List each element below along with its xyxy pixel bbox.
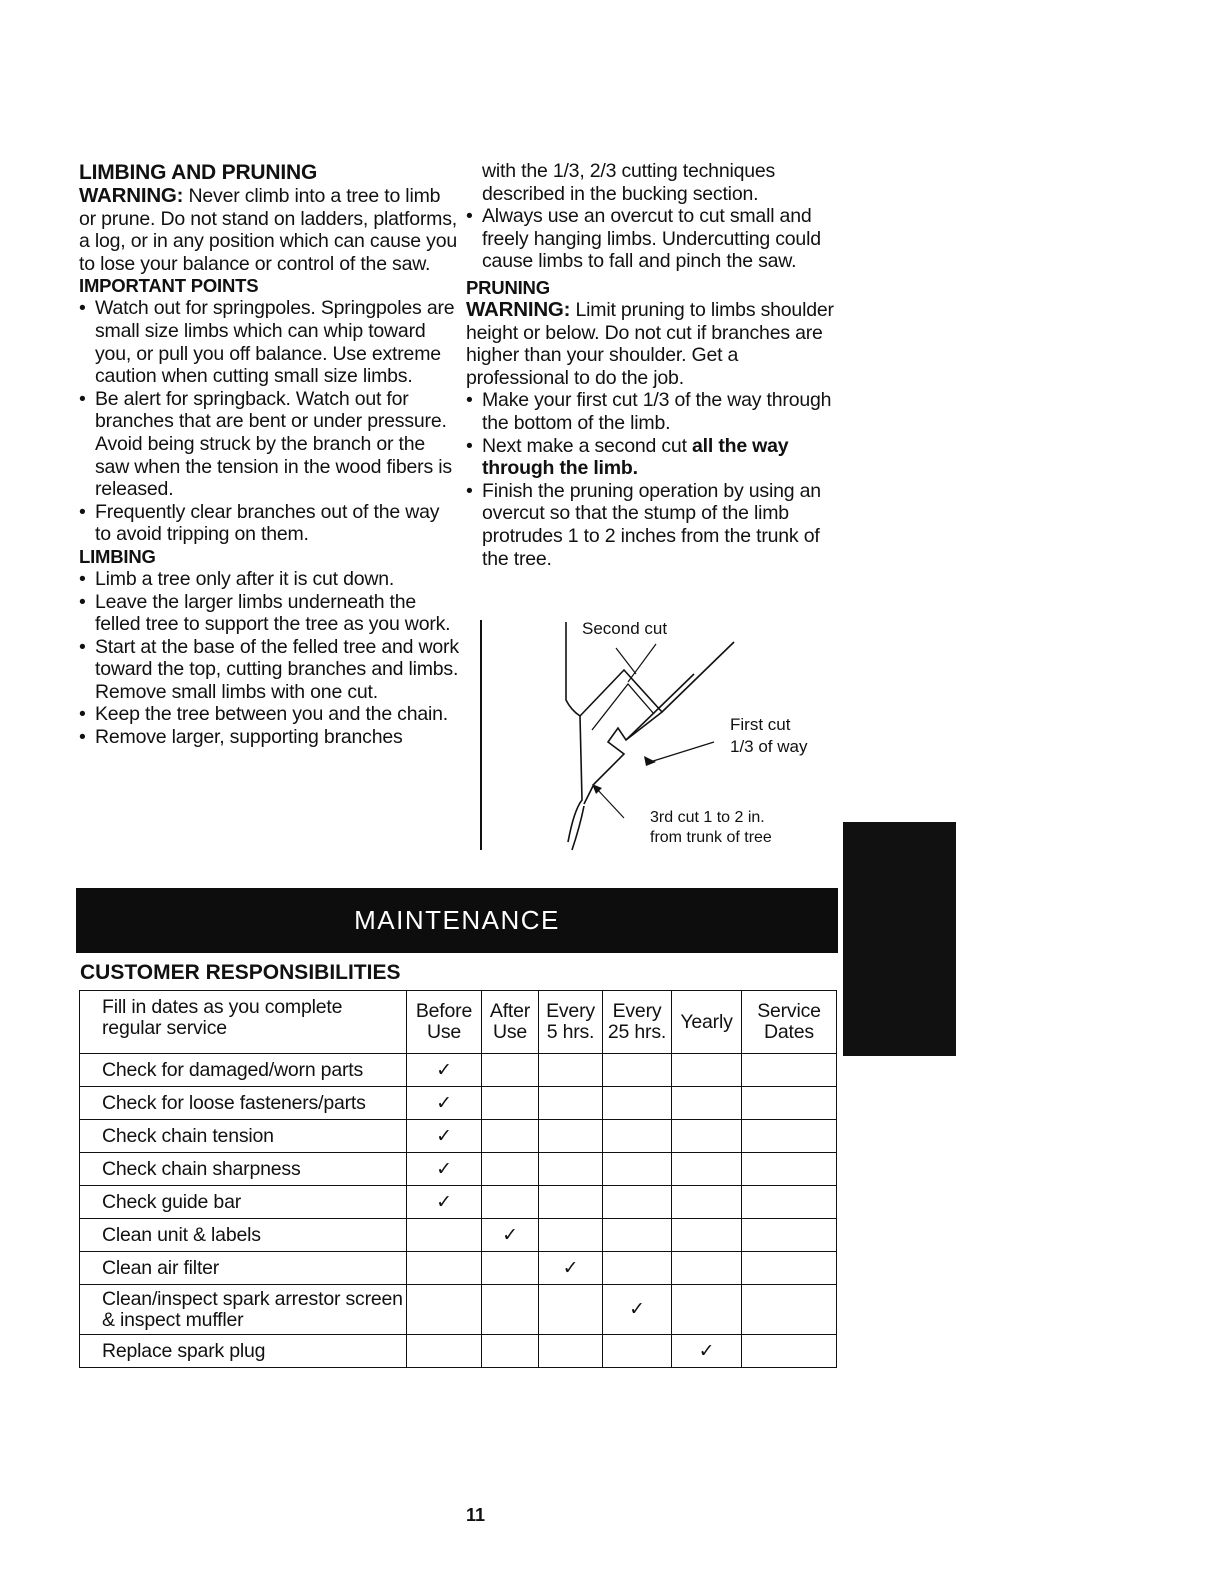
empty-cell — [407, 1219, 482, 1252]
limbing-title: LIMBING — [79, 545, 156, 567]
header-line: 5 hrs. — [546, 1021, 595, 1043]
second-cut-pointer — [616, 648, 636, 674]
empty-cell — [742, 1120, 837, 1153]
left-column — [79, 160, 459, 749]
warning-label: WARNING: — [466, 297, 571, 321]
empty-cell — [742, 1153, 837, 1186]
service-dates-header — [742, 991, 837, 1054]
task-cell: Clean air filter — [80, 1252, 407, 1285]
empty-cell — [742, 1252, 837, 1285]
task-cell: Check chain tension — [80, 1120, 407, 1153]
header-line: Every — [546, 1000, 595, 1022]
task-cell: Check for loose fasteners/parts — [80, 1087, 407, 1120]
list-item: • Watch out for springpoles. Springpoles are small size limbs which can whip toward you, or pull you off balance. Use extreme caution when cutting small size limbs. — [79, 297, 459, 387]
empty-cell — [672, 1120, 742, 1153]
list-item — [466, 435, 838, 480]
table-row — [80, 1120, 837, 1153]
first-cut-sublabel: 1/3 of way — [730, 737, 808, 756]
empty-cell — [482, 1153, 539, 1186]
maintenance-header-bar — [76, 888, 838, 953]
table-row — [80, 1087, 837, 1120]
limbing-continued-text: with the 1/3, 2/3 cutting techniques described in the bucking section. — [482, 160, 776, 205]
empty-cell — [603, 1186, 672, 1219]
table-row — [80, 1219, 837, 1252]
checkmark-cell: ✓ — [603, 1285, 672, 1335]
empty-cell — [482, 1087, 539, 1120]
table-body — [80, 1054, 837, 1368]
after-use-header — [482, 991, 539, 1054]
important-points-title: IMPORTANT POINTS — [79, 275, 259, 297]
table-row — [80, 1153, 837, 1186]
yearly-header: Yearly — [672, 991, 742, 1054]
empty-cell — [407, 1285, 482, 1335]
table-row — [80, 1186, 837, 1219]
table-row — [80, 1335, 837, 1368]
empty-cell — [407, 1335, 482, 1368]
limbing-warning — [79, 185, 459, 275]
table-row — [80, 1054, 837, 1087]
empty-cell — [742, 1285, 837, 1335]
checkmark-cell: ✓ — [539, 1252, 603, 1285]
list-item: • Be alert for springback. Watch out for branches that are bent or under pressure. Avoid being struck by the branch or the saw when the tension in the wood fibers is released. — [79, 388, 459, 501]
trunk-edge — [566, 622, 584, 850]
pruning-title: PRUNING — [466, 276, 550, 298]
checkmark-cell: ✓ — [407, 1186, 482, 1219]
point-text: Next make a second cut — [482, 434, 693, 457]
list-item: • Frequently clear branches out of the way to avoid tripping on them. — [79, 501, 459, 546]
second-cut-label: Second cut — [582, 619, 668, 638]
empty-cell — [672, 1186, 742, 1219]
maintenance-schedule-table — [79, 990, 837, 1368]
header-line: Service — [757, 1000, 821, 1022]
empty-cell — [482, 1252, 539, 1285]
header-line: After — [489, 1000, 531, 1022]
warning-label: WARNING: — [79, 184, 184, 207]
empty-cell — [482, 1120, 539, 1153]
limb-outline — [580, 670, 662, 804]
point-bold-text: all the way through the limb. — [482, 434, 789, 480]
third-cut-pointer — [596, 788, 624, 818]
third-cut-sublabel: from trunk of tree — [650, 829, 772, 846]
warning-text: Never climb into a tree to limb or prune. Do not stand on ladders, platforms, a log, or in any position which can cause you to lose your balance or control of the saw. — [79, 185, 457, 275]
empty-cell — [742, 1087, 837, 1120]
empty-cell — [539, 1335, 603, 1368]
list-item: • Always use an overcut to cut small and freely hanging limbs. Undercutting could cause limbs to fall and pinch the saw. — [466, 205, 838, 273]
list-item: • Leave the larger limbs underneath the felled tree to support the tree as you work. — [79, 591, 459, 636]
limbing-continued-list — [466, 205, 838, 273]
table-row — [80, 1285, 837, 1335]
empty-cell — [407, 1252, 482, 1285]
checkmark-cell: ✓ — [482, 1219, 539, 1252]
list-item: • Finish the pruning operation by using an overcut so that the stump of the limb protrudes 1 to 2 inches from the trunk of the tree. — [466, 480, 838, 570]
empty-cell — [672, 1285, 742, 1335]
maintenance-title: MAINTENANCE — [354, 905, 560, 935]
empty-cell — [603, 1153, 672, 1186]
empty-cell — [539, 1186, 603, 1219]
first-cut-pointer — [650, 742, 714, 762]
empty-cell — [742, 1054, 837, 1087]
header-line: Before — [415, 1000, 473, 1022]
empty-cell — [742, 1186, 837, 1219]
page-number: 11 — [466, 1505, 486, 1525]
second-cut-pointer — [628, 644, 656, 682]
limbing-points-list — [79, 568, 459, 749]
empty-cell — [603, 1054, 672, 1087]
pruning-warning — [466, 299, 838, 389]
header-line: Dates — [764, 1021, 814, 1043]
empty-cell — [672, 1252, 742, 1285]
checkmark-cell: ✓ — [407, 1153, 482, 1186]
task-cell: Check for damaged/worn parts — [80, 1054, 407, 1087]
right-column — [466, 160, 838, 570]
empty-cell — [539, 1153, 603, 1186]
empty-cell — [742, 1219, 837, 1252]
empty-cell — [482, 1335, 539, 1368]
every-5hrs-header — [539, 991, 603, 1054]
empty-cell — [672, 1054, 742, 1087]
task-column-header: Fill in dates as you complete regular service — [80, 991, 407, 1054]
empty-cell — [603, 1120, 672, 1153]
empty-cell — [603, 1087, 672, 1120]
third-cut-label: 3rd cut 1 to 2 in. — [650, 809, 765, 826]
empty-cell — [672, 1219, 742, 1252]
empty-cell — [742, 1335, 837, 1368]
list-item: • Remove larger, supporting branches — [79, 726, 459, 749]
empty-cell — [672, 1153, 742, 1186]
header-line: Use — [426, 1021, 462, 1043]
header-line: Every — [612, 1000, 662, 1022]
pruning-diagram — [476, 612, 846, 858]
section-tab — [843, 822, 956, 1056]
limb-inner-edge — [592, 684, 654, 730]
list-item: • Limb a tree only after it is cut down. — [79, 568, 459, 591]
checkmark-cell: ✓ — [672, 1335, 742, 1368]
task-cell: Clean/inspect spark arrestor screen & inspect muffler — [80, 1285, 407, 1335]
list-item: • Start at the base of the felled tree and work toward the top, cutting branches and limbs. Remove small limbs with one cut. — [79, 636, 459, 704]
limbing-pruning-title: LIMBING AND PRUNING — [79, 161, 318, 184]
task-cell: Check chain sharpness — [80, 1153, 407, 1186]
empty-cell — [539, 1087, 603, 1120]
header-line: Use — [492, 1021, 528, 1043]
table-row — [80, 1252, 837, 1285]
header-line: 25 hrs. — [607, 1021, 667, 1043]
important-points-list — [79, 297, 459, 546]
empty-cell — [603, 1252, 672, 1285]
empty-cell — [672, 1087, 742, 1120]
empty-cell — [482, 1285, 539, 1335]
empty-cell — [482, 1054, 539, 1087]
limb-top-edge — [662, 642, 734, 712]
task-cell: Clean unit & labels — [80, 1219, 407, 1252]
list-item: • Keep the tree between you and the chain. — [79, 703, 459, 726]
checkmark-cell: ✓ — [407, 1054, 482, 1087]
empty-cell — [539, 1120, 603, 1153]
empty-cell — [603, 1335, 672, 1368]
empty-cell — [539, 1054, 603, 1087]
pruning-points-list — [466, 389, 838, 570]
empty-cell — [603, 1219, 672, 1252]
checkmark-cell: ✓ — [407, 1087, 482, 1120]
empty-cell — [539, 1285, 603, 1335]
customer-responsibilities-title: CUSTOMER RESPONSIBILITIES — [80, 961, 401, 984]
checkmark-cell: ✓ — [407, 1120, 482, 1153]
before-use-header — [407, 991, 482, 1054]
every-25hrs-header — [603, 991, 672, 1054]
list-item: • Make your first cut 1/3 of the way through the bottom of the limb. — [466, 389, 838, 434]
empty-cell — [482, 1186, 539, 1219]
warning-text: Limit pruning to limbs shoulder height or below. Do not cut if branches are higher than your shoulder. Get a professional to do the job. — [466, 298, 834, 389]
first-cut-label: First cut — [730, 715, 791, 734]
empty-cell — [539, 1219, 603, 1252]
task-cell: Check guide bar — [80, 1186, 407, 1219]
task-cell: Replace spark plug — [80, 1335, 407, 1368]
